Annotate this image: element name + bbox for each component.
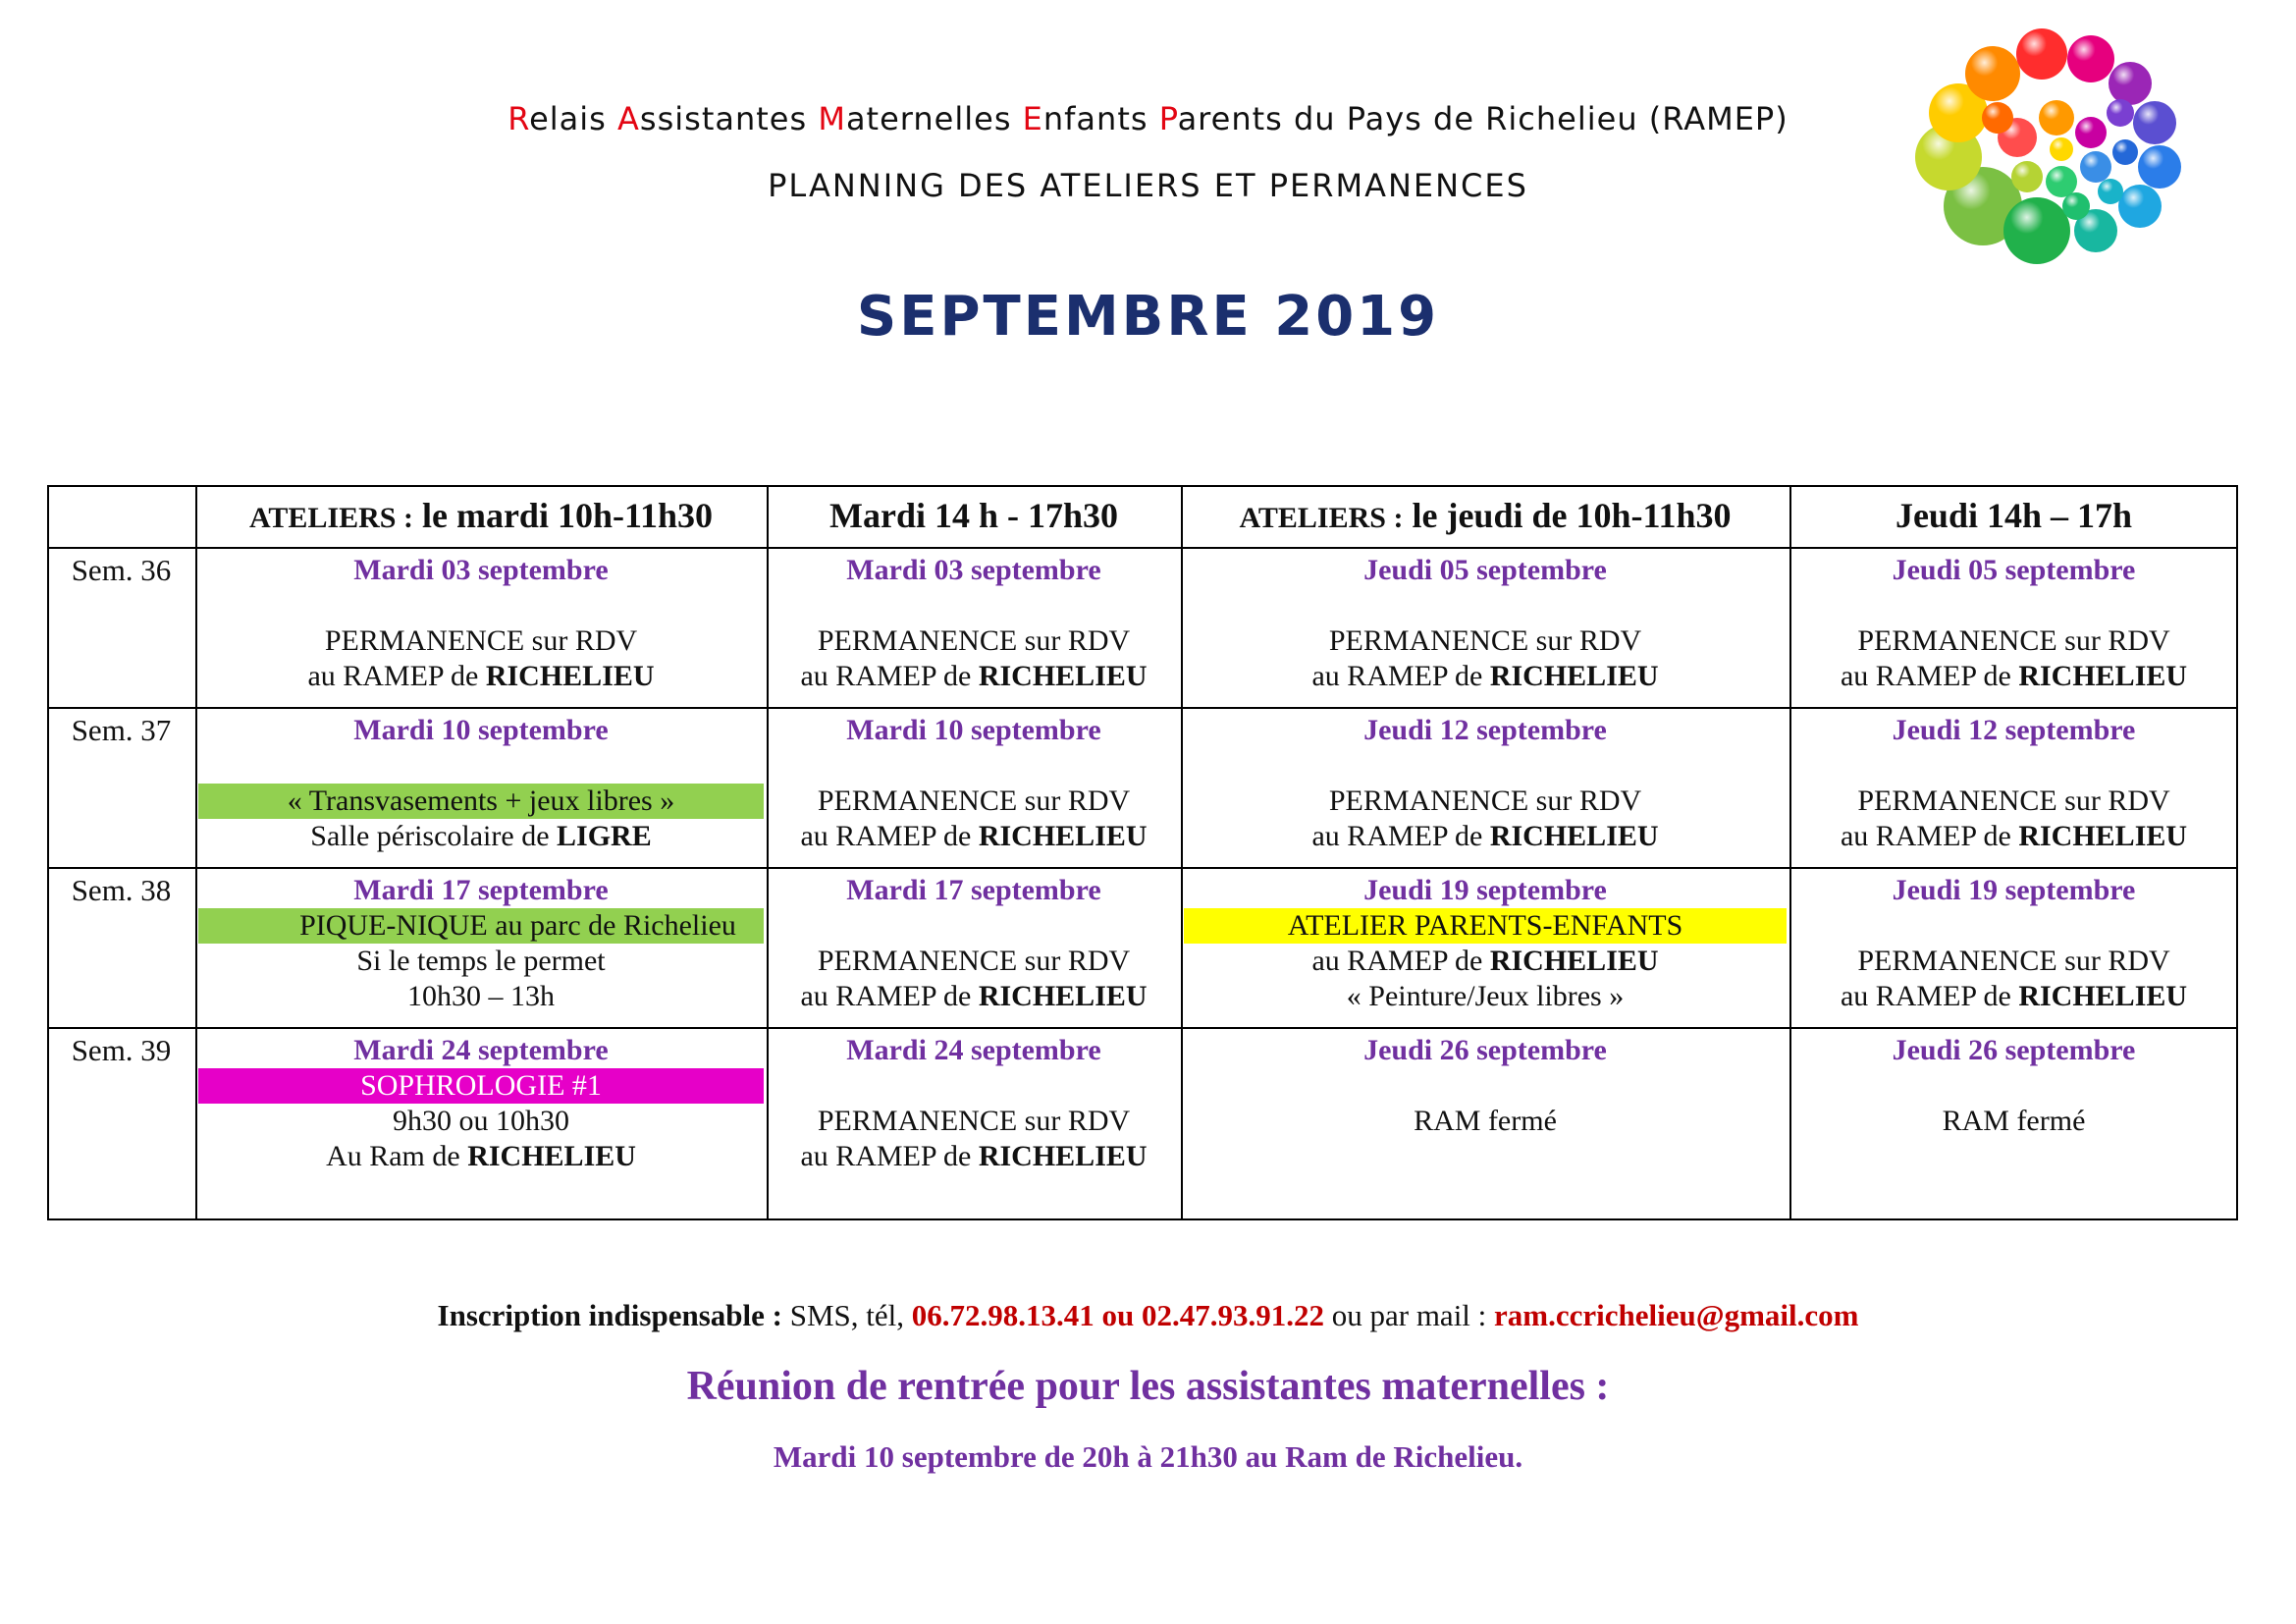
org-word: aternelles	[845, 100, 1023, 137]
location-name: RICHELIEU	[1489, 820, 1659, 852]
location-name: RICHELIEU	[485, 660, 655, 692]
cell-text	[195, 944, 767, 979]
cell-text	[767, 944, 1181, 979]
column-header	[767, 485, 1181, 547]
cell-text	[1181, 819, 1789, 854]
cell-text	[767, 748, 1181, 784]
cell-text-part: au RAMEP de	[1840, 820, 2019, 852]
cell-text-part: 10h30 – 13h	[407, 980, 555, 1012]
location-name: RICHELIEU	[2018, 980, 2188, 1012]
cell-text	[1181, 659, 1789, 694]
cell-text	[1789, 1068, 2238, 1104]
location-name: RICHELIEU	[978, 660, 1148, 692]
org-word: elais	[529, 100, 618, 137]
cell-text-part: au RAMEP de	[800, 660, 979, 692]
location-name: RICHELIEU	[1489, 660, 1659, 692]
cell-text-part: PERMANENCE sur RDV	[1328, 785, 1642, 817]
schedule-cell	[1181, 867, 1789, 1027]
cell-text-part: PERMANENCE sur RDV	[1857, 624, 2170, 657]
cell-text	[1181, 979, 1789, 1014]
cell-text-part: au RAMEP de	[1311, 660, 1490, 692]
cell-date: Mardi 17 septembre	[846, 874, 1101, 906]
cell-text-part: ATELIER PARENTS-ENFANTS	[1287, 909, 1683, 942]
logo-sphere-shine	[2112, 139, 2138, 165]
logo-sphere-shine	[2080, 151, 2111, 183]
cell-date: Jeudi 05 septembre	[1892, 554, 2136, 586]
phone-numbers: 06.72.98.13.41 ou 02.47.93.91.22	[911, 1298, 1324, 1332]
schedule-cell	[1789, 547, 2238, 707]
schedule-cell	[1181, 547, 1789, 707]
highlighted-activity	[198, 784, 764, 819]
column-header-label: Jeudi 14h – 17h	[1895, 496, 2133, 535]
cell-date: Jeudi 12 septembre	[1363, 714, 1607, 746]
ramep-logo	[1890, 20, 2214, 285]
cell-text-part: au RAMEP de	[800, 980, 979, 1012]
week-label: Sem. 37	[71, 713, 172, 747]
location-name: RICHELIEU	[978, 980, 1148, 1012]
email-link[interactable]: ram.ccrichelieu@gmail.com	[1494, 1298, 1859, 1332]
week-label: Sem. 39	[71, 1033, 172, 1067]
logo-sphere-shine	[2138, 145, 2181, 189]
cell-text	[1789, 659, 2238, 694]
logo-sphere-shine	[2075, 117, 2107, 148]
cell-text	[195, 623, 767, 659]
schedule-cell	[195, 547, 767, 707]
cell-text	[1789, 588, 2238, 623]
mail-prefix: ou par mail :	[1323, 1298, 1495, 1332]
location-name: RICHELIEU	[2018, 660, 2188, 692]
cell-text-part: PERMANENCE sur RDV	[1328, 624, 1642, 657]
cell-text-part: PERMANENCE sur RDV	[1857, 785, 2170, 817]
cell-text	[767, 659, 1181, 694]
cell-text	[1789, 1104, 2238, 1139]
cell-text-part: au RAMEP de	[1840, 660, 2019, 692]
logo-sphere-shine	[2062, 192, 2090, 220]
column-header-label: Mardi 14 h - 17h30	[828, 496, 1118, 535]
cell-text	[1181, 1104, 1789, 1139]
schedule-cell	[1789, 867, 2238, 1027]
logo-sphere-shine	[2109, 62, 2152, 105]
cell-text	[1789, 623, 2238, 659]
cell-text-part: PERMANENCE sur RDV	[1857, 945, 2170, 977]
cell-text	[195, 819, 767, 854]
schedule-cell	[1181, 707, 1789, 867]
cell-text-part: Au Ram de	[326, 1140, 468, 1172]
cell-date: Jeudi 12 septembre	[1892, 714, 2136, 746]
location-name: RICHELIEU	[978, 820, 1148, 852]
logo-sphere-shine	[2039, 100, 2074, 135]
reunion-detail: Mardi 10 septembre de 20h à 21h30 au Ram de Richelieu.	[773, 1439, 1523, 1474]
cell-date: Mardi 03 septembre	[846, 554, 1101, 586]
cell-text	[1789, 944, 2238, 979]
logo-sphere-shine	[2107, 99, 2134, 127]
cell-text	[1789, 784, 2238, 819]
schedule-cell	[767, 547, 1181, 707]
cell-date: Mardi 24 septembre	[846, 1034, 1101, 1066]
column-header	[195, 485, 767, 547]
cell-text-part: PERMANENCE sur RDV	[817, 785, 1131, 817]
cell-date: Jeudi 19 septembre	[1892, 874, 2136, 906]
schedule-cell	[195, 867, 767, 1027]
cell-text	[195, 748, 767, 784]
cell-text-part: RAM fermé	[1942, 1105, 2086, 1137]
cell-text	[1181, 588, 1789, 623]
logo-sphere-shine	[2067, 35, 2114, 82]
cell-text	[195, 588, 767, 623]
org-initial: A	[617, 100, 640, 137]
org-word: ssistantes	[639, 100, 819, 137]
org-word: nfants	[1042, 100, 1159, 137]
reunion-title: Réunion de rentrée pour les assistantes maternelles :	[686, 1364, 1610, 1409]
schedule-cell	[1181, 1027, 1789, 1220]
month-title: SEPTEMBRE 2019	[856, 285, 1440, 349]
logo-sphere-shine	[2050, 137, 2073, 161]
cell-text	[195, 979, 767, 1014]
cell-date: Jeudi 26 septembre	[1363, 1034, 1607, 1066]
cell-text	[1181, 748, 1789, 784]
cell-text-part: RAM fermé	[1414, 1105, 1557, 1137]
cell-text-part: « Transvasements + jeux libres »	[287, 785, 675, 817]
org-initial: P	[1158, 100, 1178, 137]
cell-text	[1789, 979, 2238, 1014]
column-header	[1181, 485, 1789, 547]
schedule-cell	[195, 1027, 767, 1220]
org-initial: R	[507, 100, 530, 137]
cell-text	[767, 784, 1181, 819]
column-header-label: le mardi 10h-11h30	[412, 496, 713, 535]
cell-date: Mardi 10 septembre	[353, 714, 609, 746]
cell-text	[1181, 623, 1789, 659]
location-name: RICHELIEU	[467, 1140, 636, 1172]
week-label: Sem. 38	[71, 873, 172, 907]
cell-date: Mardi 10 septembre	[846, 714, 1101, 746]
logo-sphere-shine	[2011, 161, 2043, 192]
highlighted-activity	[198, 1068, 764, 1104]
cell-text-part: 9h30 ou 10h30	[393, 1105, 569, 1137]
cell-text	[1181, 784, 1789, 819]
schedule-cell	[767, 867, 1181, 1027]
week-label: Sem. 36	[71, 553, 172, 587]
cell-date: Mardi 03 septembre	[353, 554, 609, 586]
column-header-label: le jeudi de 10h-11h30	[1403, 496, 1732, 535]
cell-text-part: PERMANENCE sur RDV	[324, 624, 638, 657]
schedule-cell	[1789, 1027, 2238, 1220]
cell-date: Jeudi 26 septembre	[1892, 1034, 2136, 1066]
org-word: arents du Pays de Richelieu (RAMEP)	[1177, 100, 1789, 137]
cell-text	[1789, 908, 2238, 944]
cell-text	[767, 819, 1181, 854]
column-header	[1789, 485, 2238, 547]
cell-text-part: au RAMEP de	[1311, 820, 1490, 852]
column-header-prefix: ATELIERS :	[248, 502, 413, 534]
cell-text-part: PIQUE-NIQUE au parc de Richelieu	[226, 909, 736, 942]
logo-sphere-shine	[1965, 46, 2020, 101]
logo-sphere-shine	[2003, 197, 2070, 264]
location-name: RICHELIEU	[2018, 820, 2188, 852]
cell-text-part: au RAMEP de	[1840, 980, 2019, 1012]
logo-sphere-shine	[1982, 102, 2013, 134]
cell-text	[1181, 944, 1789, 979]
inscription-label: Inscription indispensable :	[437, 1298, 782, 1332]
cell-text	[195, 1139, 767, 1174]
highlighted-activity	[198, 908, 764, 944]
cell-text	[195, 659, 767, 694]
cell-text	[767, 623, 1181, 659]
cell-text-part: « Peinture/Jeux libres »	[1346, 980, 1625, 1012]
cell-text-part: Si le temps le permet	[356, 945, 606, 977]
schedule-cell	[195, 707, 767, 867]
location-name: RICHELIEU	[1489, 945, 1659, 977]
column-header-prefix: ATELIERS :	[1239, 502, 1404, 534]
cell-text-part: PERMANENCE sur RDV	[817, 1105, 1131, 1137]
cell-text	[195, 1104, 767, 1139]
schedule-cell	[767, 707, 1181, 867]
schedule-table	[47, 485, 2238, 1220]
logo-sphere-shine	[2133, 101, 2176, 144]
logo-sphere-shine	[2016, 28, 2067, 80]
cell-text-part: SOPHROLOGIE #1	[360, 1069, 602, 1102]
cell-date: Mardi 24 septembre	[353, 1034, 609, 1066]
logo-sphere-shine	[2118, 185, 2162, 228]
cell-date: Jeudi 05 septembre	[1363, 554, 1607, 586]
location-name: RICHELIEU	[978, 1140, 1148, 1172]
inscription-line	[0, 1298, 2296, 1333]
cell-text	[1789, 748, 2238, 784]
cell-text-part: au RAMEP de	[1311, 945, 1490, 977]
cell-text	[1181, 1068, 1789, 1104]
org-initial: M	[818, 100, 846, 137]
cell-text	[767, 1068, 1181, 1104]
cell-text-part: au RAMEP de	[307, 660, 486, 692]
inscription-mid: SMS, tél,	[781, 1298, 912, 1332]
page-subtitle: PLANNING DES ATELIERS ET PERMANENCES	[768, 167, 1528, 204]
cell-text	[767, 979, 1181, 1014]
cell-text	[767, 908, 1181, 944]
logo-sphere-shine	[2098, 179, 2123, 204]
highlighted-activity	[1184, 908, 1787, 944]
location-name: LIGRE	[557, 820, 652, 852]
cell-text-part: Salle périscolaire de	[310, 820, 558, 852]
logo-sphere-shine	[2046, 166, 2077, 197]
cell-date: Mardi 17 septembre	[353, 874, 609, 906]
cell-text-part: PERMANENCE sur RDV	[817, 945, 1131, 977]
cell-date: Jeudi 19 septembre	[1363, 874, 1607, 906]
schedule-cell	[767, 1027, 1181, 1220]
column-header	[47, 485, 195, 547]
cell-text	[767, 588, 1181, 623]
cell-text-part: au RAMEP de	[800, 1140, 979, 1172]
schedule-cell	[1789, 707, 2238, 867]
cell-text-part: au RAMEP de	[800, 820, 979, 852]
cell-text-part: PERMANENCE sur RDV	[817, 624, 1131, 657]
cell-text	[1789, 819, 2238, 854]
cell-text	[767, 1104, 1181, 1139]
org-initial: E	[1022, 100, 1043, 137]
cell-text	[767, 1139, 1181, 1174]
